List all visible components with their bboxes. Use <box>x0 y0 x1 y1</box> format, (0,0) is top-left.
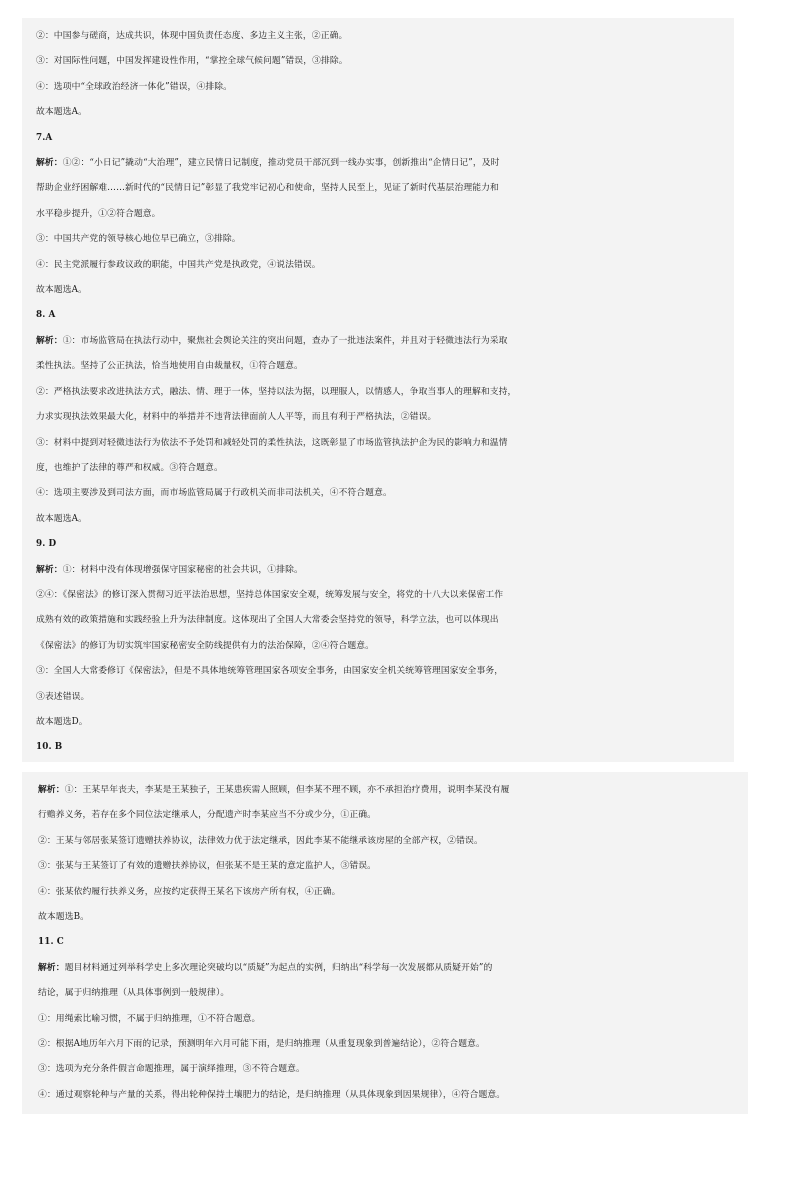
text-line <box>36 303 734 328</box>
text-line <box>36 100 734 125</box>
line-text: 故本题选D。 <box>36 716 88 727</box>
text-line <box>36 710 734 735</box>
text-line <box>36 431 734 456</box>
text-line <box>38 803 748 828</box>
text-line <box>38 829 748 854</box>
text-line <box>36 380 734 405</box>
line-text: ③表述错误。 <box>36 691 90 702</box>
line-text: 故本题选A。 <box>36 107 87 118</box>
text-line <box>38 930 748 955</box>
line-text: ④：民主党派履行参政议政的职能，中国共产党是执政党，④说法错误。 <box>36 259 321 270</box>
text-line <box>36 151 734 176</box>
answer-panel-upper <box>22 18 734 762</box>
line-text: 行赡养义务，若存在多个同位法定继承人，分配遗产时李某应当不分或少分，①正确。 <box>38 810 377 821</box>
line-text: 故本题选A。 <box>36 513 87 524</box>
text-line <box>36 253 734 278</box>
text-line <box>36 634 734 659</box>
text-line <box>38 1083 748 1108</box>
text-line <box>38 981 748 1006</box>
line-text: 帮助企业纾困解难……新时代的“民情日记”彰显了我党牢记初心和使命，坚持人民至上，见证了新时代基层治理能力和 <box>36 183 499 194</box>
question-number: 7.A <box>36 132 53 143</box>
question-number: 9. D <box>36 539 57 550</box>
analysis-label: 解析： <box>38 962 65 973</box>
text-line <box>36 278 734 303</box>
text-line <box>36 126 734 151</box>
line-text: 柔性执法。坚持了公正执法，恰当地使用自由裁量权，①符合题意。 <box>36 361 303 372</box>
text-line <box>36 608 734 633</box>
text-line <box>36 202 734 227</box>
line-text: ④：选项中“全球政治经济一体化”错误，④排除。 <box>36 81 233 92</box>
line-text: ①：市场监管局在执法行动中，聚焦社会舆论关注的突出问题，查办了一批违法案件，并且对于轻微违法行为采取 <box>62 335 508 346</box>
text-line <box>36 24 734 49</box>
line-text: ③：材料中提到对轻微违法行为依法不予处罚和减轻处罚的柔性执法，这既彰显了市场监管执法护企为民的影响力和温情 <box>36 437 508 448</box>
line-text: ②④：《保密法》的修订深入贯彻习近平法治思想，坚持总体国家安全观，统筹发展与安全，将党的十八大以来保密工作 <box>36 589 504 600</box>
text-line <box>36 659 734 684</box>
line-text: ③：中国共产党的领导核心地位早已确立，③排除。 <box>36 234 241 245</box>
line-text: ③：对国际性问题，中国发挥建设性作用，“掌控全球气候问题”错误，③排除。 <box>36 56 348 67</box>
text-line <box>36 456 734 481</box>
line-text: ③：选项为充分条件假言命题推理，属于演绎推理，③不符合题意。 <box>38 1064 305 1075</box>
line-text: ①②：“小日记”撬动“大治理”，建立民情日记制度，推动党员干部沉到一线办实事，创新推出“企情日记”，及时 <box>62 158 500 169</box>
text-line <box>36 583 734 608</box>
question-number: 11. C <box>38 937 64 948</box>
question-number: 10. B <box>36 742 63 753</box>
text-line <box>38 905 748 930</box>
line-text: 题目材料通过列举科学史上多次理论突破均以“质疑”为起点的实例，归纳出“科学每一次发展都从质疑开始”的 <box>64 962 493 973</box>
line-text: ②：中国参与磋商，达成共识，体现中国负责任态度、多边主义主张，②正确。 <box>36 31 348 41</box>
line-text: ④：张某依约履行扶养义务，应按约定获得王某名下该房产所有权，④正确。 <box>38 886 341 897</box>
text-line <box>36 405 734 430</box>
text-line <box>38 1057 748 1082</box>
text-line <box>36 227 734 252</box>
line-text: 结论，属于归纳推理（从具体事例到一般规律）。 <box>38 988 230 999</box>
text-line <box>38 956 748 981</box>
text-line <box>36 176 734 201</box>
line-text: ③：全国人大常委修订《保密法》，但是不具体地统筹管理国家各项安全事务，由国家安全机关统筹管理国家安全事务， <box>36 666 504 677</box>
analysis-label: 解析： <box>36 335 63 346</box>
text-line <box>36 354 734 379</box>
line-text: 度，也维护了法律的尊严和权威。③符合题意。 <box>36 462 223 473</box>
line-text: 成熟有效的政策措施和实践经验上升为法律制度。这体现出了全国人大常委会坚持党的领导，科学立法，也可以体现出 <box>36 615 499 626</box>
line-text: ④：通过观察轮种与产量的关系，得出轮种保持土壤肥力的结论，是归纳推理（从具体现象到因果规律），④符合题意。 <box>38 1089 506 1100</box>
line-text: ①：材料中没有体现增强保守国家秘密的社会共识，①排除。 <box>62 564 303 575</box>
line-text: ②：王某与邻居张某签订遗赠扶养协议，法律效力优于法定继承，因此李某不能继承该房屋的全部产权，②错误。 <box>38 835 483 846</box>
text-line <box>36 735 734 760</box>
text-line <box>36 507 734 532</box>
line-text: ①：用绳索比喻习惯，不属于归纳推理，①不符合题意。 <box>38 1013 261 1024</box>
analysis-label: 解析： <box>38 785 65 795</box>
line-text: ④：选项主要涉及到司法方面，而市场监管局属于行政机关而非司法机关，④不符合题意。 <box>36 488 392 499</box>
line-text: ①：王某早年丧夫，李某是王某独子，王某患疾需人照顾，但李某不理不顾，亦不承担治疗费用，说明李某没有履 <box>64 785 510 795</box>
line-text: ②：根据A地历年六月下雨的记录，预测明年六月可能下雨，是归纳推理（从重复现象到普遍结论），②符合题意。 <box>38 1039 485 1050</box>
question-number: 8. A <box>36 310 56 321</box>
line-text: ②：严格执法要求改进执法方式，融法、情、理于一体，坚持以法为据，以理服人，以情感人，争取当事人的理解和支持， <box>36 386 517 397</box>
line-text: ③：张某与王某签订了有效的遗赠扶养协议，但张某不是王某的意定监护人，③错误。 <box>38 861 377 872</box>
text-line <box>36 685 734 710</box>
text-line <box>36 481 734 506</box>
text-line <box>38 854 748 879</box>
text-line <box>38 880 748 905</box>
analysis-label: 解析： <box>36 158 63 169</box>
line-text: 故本题选B。 <box>38 912 90 923</box>
text-line <box>36 49 734 74</box>
text-line <box>38 1032 748 1057</box>
line-text: 故本题选A。 <box>36 285 87 296</box>
answer-panel-lower <box>22 772 748 1114</box>
line-text: 水平稳步提升，①②符合题意。 <box>36 208 161 219</box>
text-line <box>36 558 734 583</box>
line-text: 力求实现执法效果最大化，材料中的举措并不违背法律面前人人平等，而且有利于严格执法，②错误。 <box>36 412 437 423</box>
analysis-label: 解析： <box>36 564 63 575</box>
text-line <box>38 1007 748 1032</box>
text-line <box>36 75 734 100</box>
text-line <box>36 532 734 557</box>
text-line <box>36 329 734 354</box>
line-text: 《保密法》的修订为切实筑牢国家秘密安全防线提供有力的法治保障，②④符合题意。 <box>36 640 375 651</box>
text-line <box>38 778 748 803</box>
